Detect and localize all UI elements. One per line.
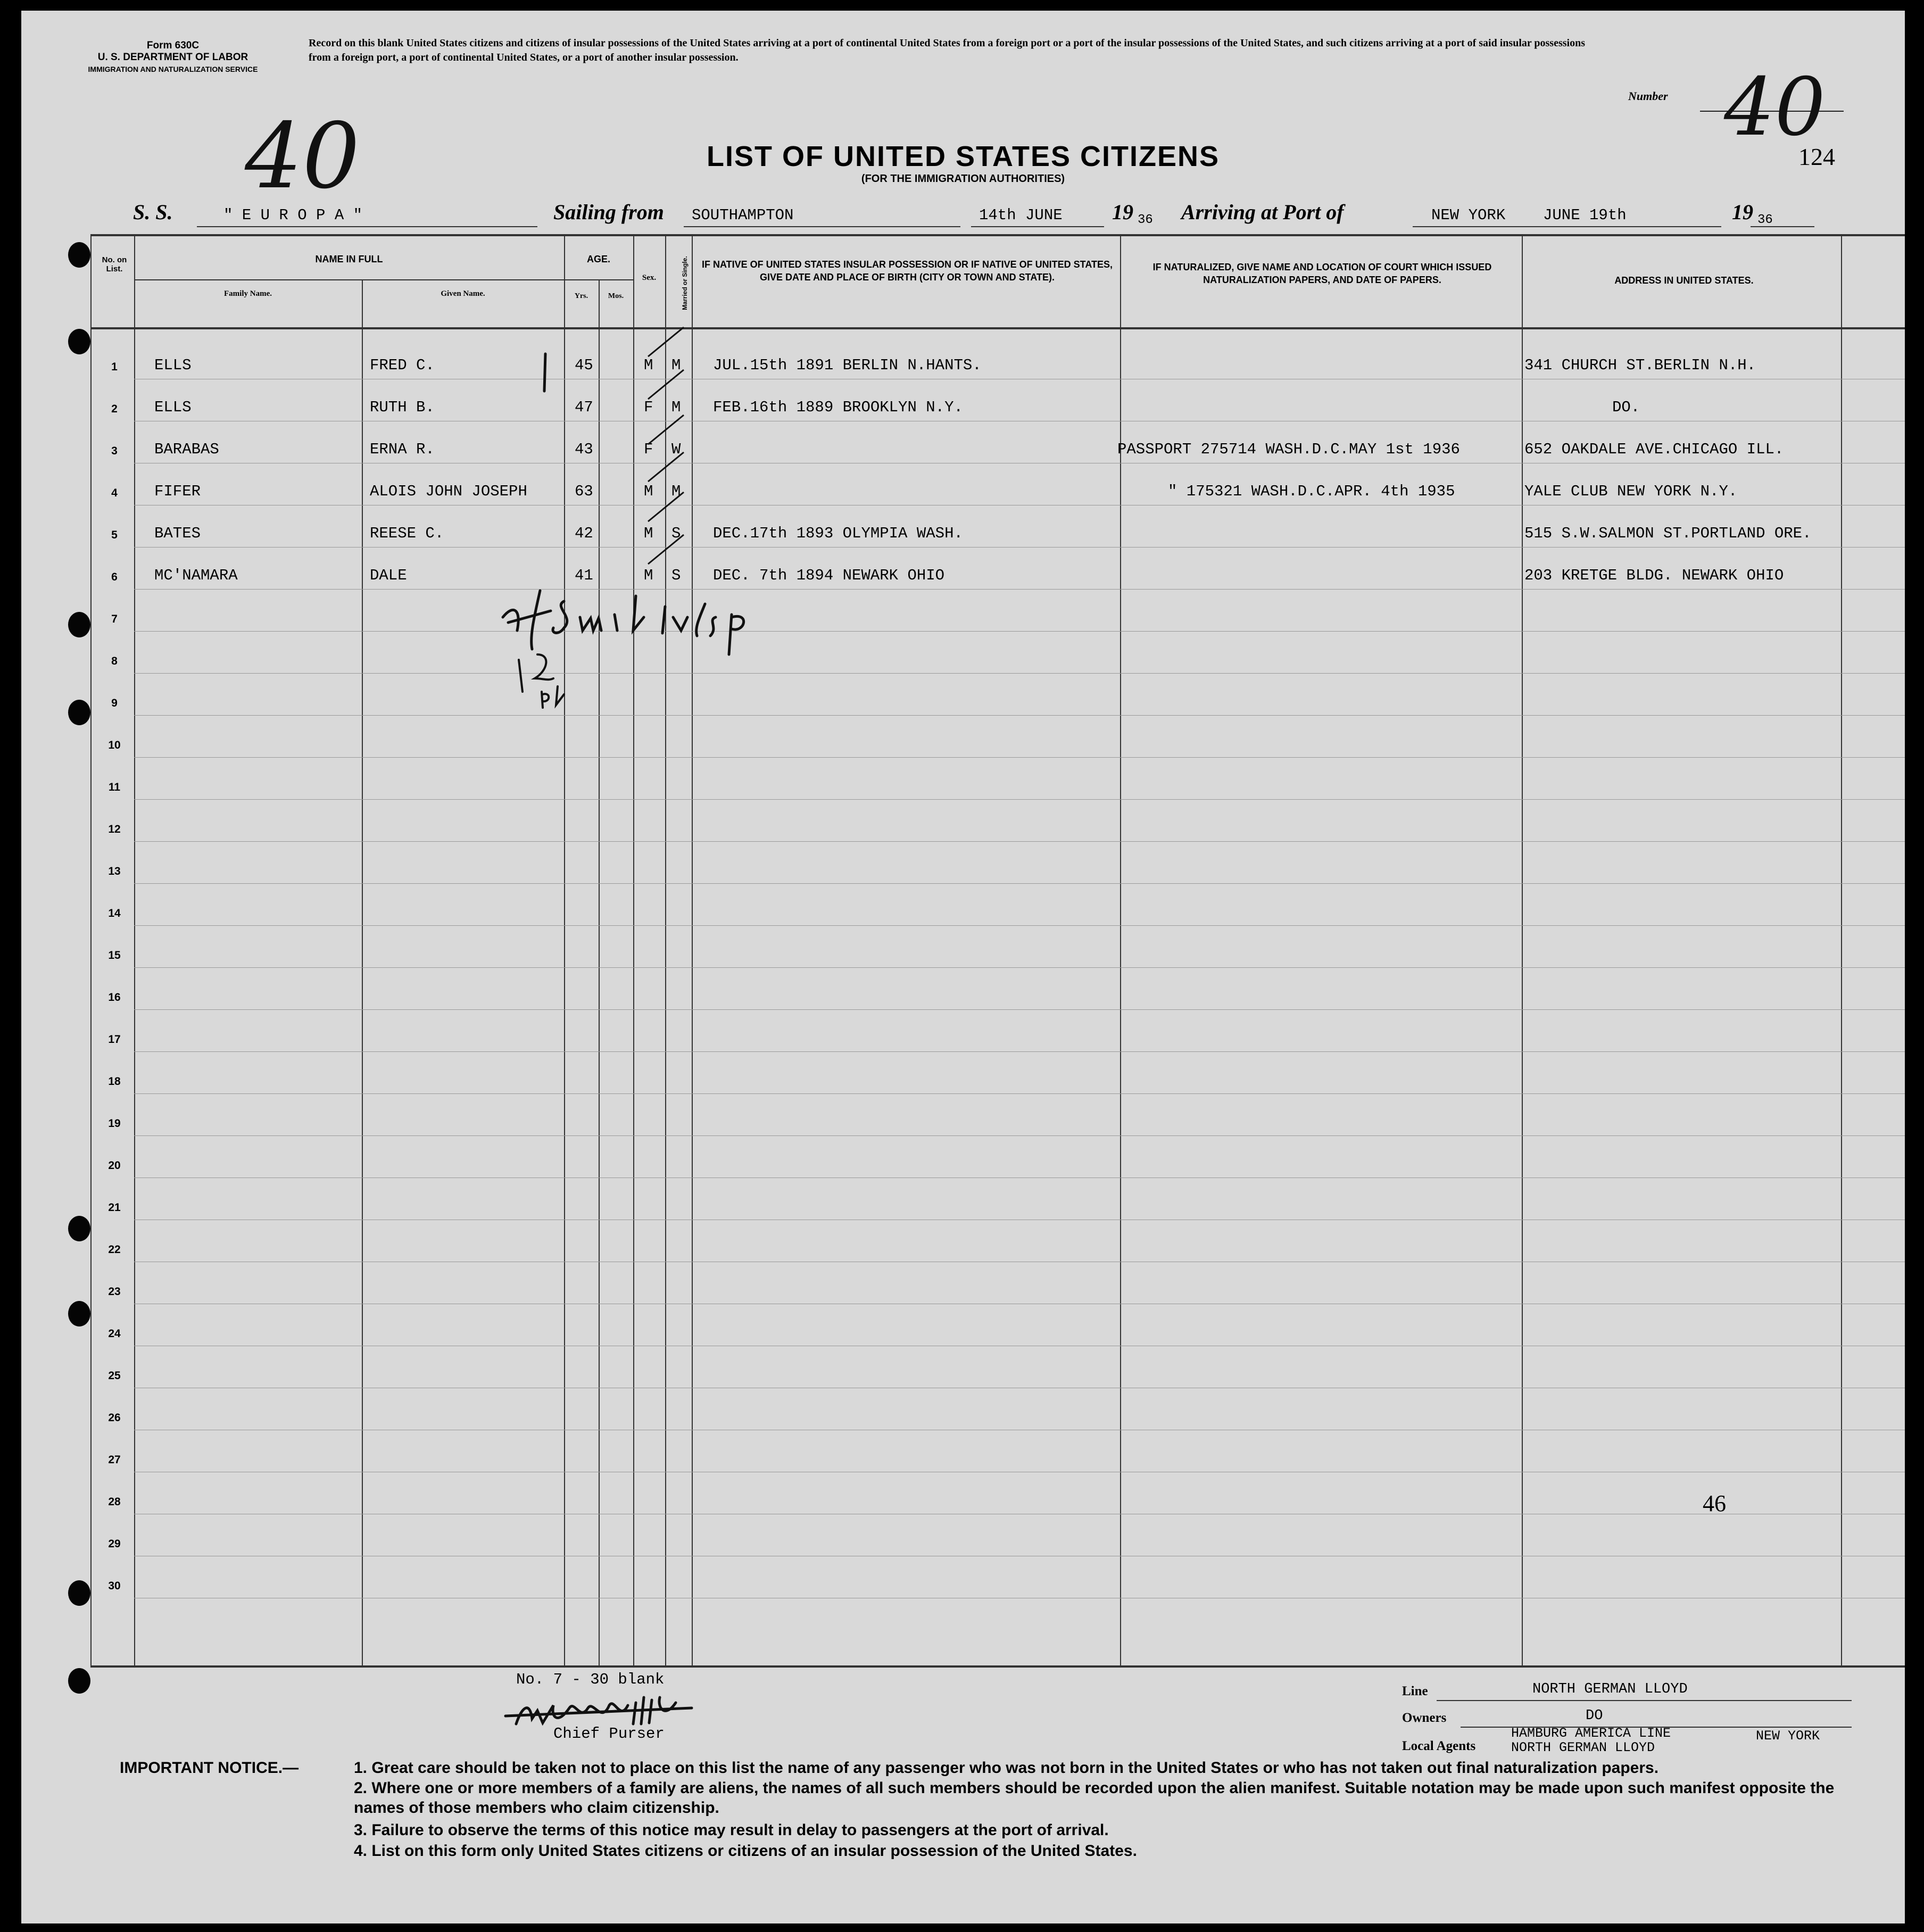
name-subheader-rule — [134, 279, 633, 280]
owners-value: DO — [1586, 1708, 1603, 1724]
arrival-date: JUNE 19th — [1543, 206, 1627, 224]
col-rule-0 — [90, 234, 92, 1665]
row-number: 22 — [108, 1243, 121, 1256]
department-name: U. S. DEPARTMENT OF LABOR — [97, 52, 248, 63]
birth-info: DEC. 7th 1894 NEWARK OHIO — [713, 567, 945, 584]
us-address: DO. — [1612, 399, 1640, 416]
row-rule — [134, 1051, 1905, 1052]
age-years: 47 — [575, 399, 593, 416]
header-address: ADDRESS IN UNITED STATES. — [1614, 275, 1754, 286]
age-years: 42 — [575, 525, 593, 542]
punch-hole — [68, 242, 90, 268]
family-name: MC'NAMARA — [154, 567, 238, 584]
given-name: RUTH B. — [370, 399, 435, 416]
agents-city: NEW YORK — [1756, 1728, 1820, 1744]
row-number: 13 — [108, 865, 121, 877]
sailing-port: SOUTHAMPTON — [692, 206, 794, 224]
page-title: LIST OF UNITED STATES CITIZENS — [707, 140, 1220, 172]
notice-4: 4. List on this form only United States citizens or citizens of an insular possession of the United States. — [354, 1842, 1137, 1860]
row-number: 12 — [108, 823, 121, 835]
punch-hole — [68, 329, 90, 354]
row-number: 15 — [108, 949, 121, 961]
sex: M — [644, 567, 653, 584]
given-name: DALE — [370, 567, 407, 584]
us-address: YALE CLUB NEW YORK N.Y. — [1524, 483, 1738, 500]
sailing-date: 14th JUNE — [979, 206, 1063, 224]
sailing-underline — [684, 226, 960, 227]
col-rule-9 — [1522, 234, 1523, 1665]
ss-label: S. S. — [133, 200, 173, 224]
col-rule-4 — [599, 279, 600, 1665]
row-rule — [134, 799, 1905, 800]
header-birth: IF NATIVE OF UNITED STATES INSULAR POSSESSION OR IF NATIVE OF UNITED STATES, GIVE DATE AND PLACE OF BIRTH (CITY OR TOWN AND STATE). — [701, 259, 1113, 283]
age-years: 45 — [575, 356, 593, 374]
row-number: 30 — [108, 1580, 121, 1592]
naturalization-info: PASSPORT 275714 WASH.D.C.MAY 1st 1936 — [1117, 441, 1460, 458]
purser-title: Chief Purser — [553, 1725, 665, 1743]
row-number: 11 — [108, 781, 121, 793]
header-no-on-list: No. on List. — [102, 255, 127, 273]
family-name: BATES — [154, 525, 201, 542]
row-number: 6 — [111, 571, 118, 583]
ship-underline — [197, 226, 537, 227]
punch-hole — [68, 1668, 90, 1694]
year-underline — [1751, 226, 1814, 227]
sex: M — [644, 525, 653, 542]
notice-title: IMPORTANT NOTICE.— — [120, 1759, 299, 1777]
row-rule — [134, 547, 1905, 548]
arrival-underline — [1413, 226, 1721, 227]
col-rule-2 — [362, 279, 363, 1665]
family-name: FIFER — [154, 483, 201, 500]
agents-value-1: HAMBURG AMERICA LINE — [1511, 1726, 1671, 1741]
row-number: 23 — [108, 1286, 121, 1298]
row-rule — [134, 757, 1905, 758]
notice-3: 3. Failure to observe the terms of this notice may result in delay to passengers at the port of arrival. — [354, 1821, 1109, 1839]
line-value: NORTH GERMAN LLOYD — [1532, 1681, 1688, 1697]
line-label: Line — [1402, 1684, 1428, 1698]
row-number: 21 — [108, 1201, 121, 1214]
tally-mark — [535, 351, 556, 394]
header-mos: Mos. — [608, 292, 624, 300]
row-number: 18 — [108, 1075, 121, 1088]
manifest-sheet — [21, 11, 1905, 1923]
row-number: 5 — [111, 529, 118, 541]
row-number: 14 — [108, 907, 121, 919]
sex: F — [644, 399, 653, 416]
sex: M — [644, 356, 653, 374]
row-rule — [134, 1009, 1905, 1010]
punch-hole — [68, 700, 90, 725]
punch-hole — [68, 1580, 90, 1606]
row-number: 8 — [111, 655, 118, 667]
date-underline — [971, 226, 1104, 227]
given-name: ALOIS JOHN JOSEPH — [370, 483, 527, 500]
row-number: 27 — [108, 1454, 121, 1466]
number-label: Number — [1628, 89, 1668, 103]
owners-label: Owners — [1402, 1711, 1447, 1725]
header-sex: Sex. — [642, 273, 657, 282]
marital-status: W — [671, 441, 681, 458]
row-rule — [134, 925, 1905, 926]
header-yrs: Yrs. — [574, 292, 588, 300]
page-number: 124 — [1798, 143, 1835, 170]
notice-1: 1. Great care should be taken not to place on this list the name of any passenger who was not born in the United States or who has not taken out final naturalization papers. — [354, 1759, 1659, 1777]
row-number: 26 — [108, 1412, 121, 1424]
notice-2: 2. Where one or more members of a family are aliens, the names of all such members should be recorded upon the alien manifest. Suitable notation may be made upon such manifest opposite the names of those members who claim citizenship. — [354, 1779, 1835, 1817]
row-number: 28 — [108, 1496, 121, 1508]
age-years: 63 — [575, 483, 593, 500]
marital-status: M — [671, 399, 681, 416]
sailing-year: 36 — [1138, 213, 1153, 227]
table-top-rule — [90, 234, 1905, 236]
marital-status: S — [671, 567, 681, 584]
given-name: REESE C. — [370, 525, 444, 542]
row-rule — [134, 883, 1905, 884]
us-address: 203 KRETGE BLDG. NEWARK OHIO — [1524, 567, 1784, 584]
punch-hole — [68, 1216, 90, 1241]
col-rule-10 — [1841, 234, 1842, 1665]
row-number: 9 — [111, 697, 118, 709]
header-age: AGE. — [586, 254, 610, 264]
row-number: 4 — [111, 487, 118, 499]
given-name: FRED C. — [370, 356, 435, 374]
age-years: 41 — [575, 567, 593, 584]
family-name: ELLS — [154, 356, 192, 374]
form-number: Form 630C — [146, 40, 200, 51]
row-number: 2 — [111, 403, 118, 415]
birth-info: FEB.16th 1889 BROOKLYN N.Y. — [713, 399, 963, 416]
row-rule — [134, 589, 1905, 590]
inspector-signature — [490, 585, 819, 718]
naturalization-info: " 175321 WASH.D.C.APR. 4th 1935 — [1168, 483, 1455, 500]
birth-info: DEC.17th 1893 OLYMPIA WASH. — [713, 525, 963, 542]
header-naturalized: IF NATURALIZED, GIVE NAME AND LOCATION OF COURT WHICH ISSUED NATURALIZATION PAPERS, AND DATE OF PAPERS. — [1152, 262, 1492, 285]
agents-label: Local Agents — [1402, 1739, 1476, 1753]
sex: F — [644, 441, 653, 458]
row-number: 10 — [108, 739, 121, 751]
handwritten-number-right: 40 — [1724, 61, 1826, 154]
punch-hole — [68, 612, 90, 637]
handwritten-number-left: 40 — [245, 104, 360, 209]
form-id-block — [85, 40, 261, 75]
header-given-name: Given Name. — [441, 289, 485, 298]
row-number: 25 — [108, 1370, 121, 1382]
ship-name: " E U R O P A " — [223, 206, 363, 224]
table-bottom-rule — [90, 1665, 1905, 1668]
col-rule-5 — [633, 234, 634, 1665]
row-number: 24 — [108, 1328, 121, 1340]
marital-status: M — [671, 483, 681, 500]
blank-note: No. 7 - 30 blank — [516, 1671, 665, 1688]
arrival-year: 36 — [1757, 213, 1773, 227]
row-rule — [134, 841, 1905, 842]
row-number: 20 — [108, 1159, 121, 1172]
col-rule-7 — [692, 234, 693, 1665]
header-family-name: Family Name. — [224, 289, 272, 298]
agents-value-2: NORTH GERMAN LLOYD — [1511, 1740, 1655, 1755]
arrival-port: NEW YORK — [1431, 206, 1506, 224]
sailing-year-prefix: 19 — [1112, 200, 1133, 224]
sex: M — [644, 483, 653, 500]
row-number: 17 — [108, 1033, 121, 1046]
header-married-single: Married or Single. — [681, 256, 689, 310]
arriving-label: Arriving at Port of — [1181, 200, 1344, 224]
family-name: BARABAS — [154, 441, 219, 458]
sailing-label: Sailing from — [553, 200, 664, 224]
row-number: 19 — [108, 1117, 121, 1130]
punch-hole — [68, 1301, 90, 1326]
us-address: 515 S.W.SALMON ST.PORTLAND ORE. — [1524, 525, 1812, 542]
row-number: 3 — [111, 445, 118, 457]
col-rule-3 — [564, 234, 565, 1665]
row-number: 1 — [111, 361, 118, 373]
row-rule — [134, 715, 1905, 716]
birth-info: JUL.15th 1891 BERLIN N.HANTS. — [713, 356, 982, 374]
arrival-year-prefix: 19 — [1732, 200, 1753, 224]
col-rule-1 — [134, 234, 135, 1665]
tally-number: 46 — [1703, 1490, 1726, 1516]
page-subtitle: (FOR THE IMMIGRATION AUTHORITIES) — [861, 173, 1065, 185]
row-rule — [134, 1093, 1905, 1094]
row-number: 16 — [108, 991, 121, 1004]
service-name: IMMIGRATION AND NATURALIZATION SERVICE — [88, 65, 258, 73]
marital-status: M — [671, 356, 681, 374]
family-name: ELLS — [154, 399, 192, 416]
line-underline — [1437, 1700, 1852, 1701]
row-rule — [134, 967, 1905, 968]
row-number: 29 — [108, 1538, 121, 1550]
row-rule — [134, 673, 1905, 674]
row-rule — [134, 631, 1905, 632]
given-name: ERNA R. — [370, 441, 435, 458]
row-number: 7 — [111, 613, 118, 625]
row-rule — [134, 1135, 1905, 1136]
us-address: 652 OAKDALE AVE.CHICAGO ILL. — [1524, 441, 1784, 458]
check-slashes — [644, 319, 692, 596]
instructions-text: Record on this blank United States citizens and citizens of insular possessions of the United States arriving at a port of continental United States from a foreign port or a port of the insular possessions of the United States, and such citizens arriving at a port of said insular possessions from a foreign port, a port of continental United States, or a port of another insular possession. — [309, 37, 1585, 63]
age-years: 43 — [575, 441, 593, 458]
marital-status: S — [671, 525, 681, 542]
us-address: 341 CHURCH ST.BERLIN N.H. — [1524, 356, 1756, 374]
header-name-in-full: NAME IN FULL — [315, 254, 383, 264]
